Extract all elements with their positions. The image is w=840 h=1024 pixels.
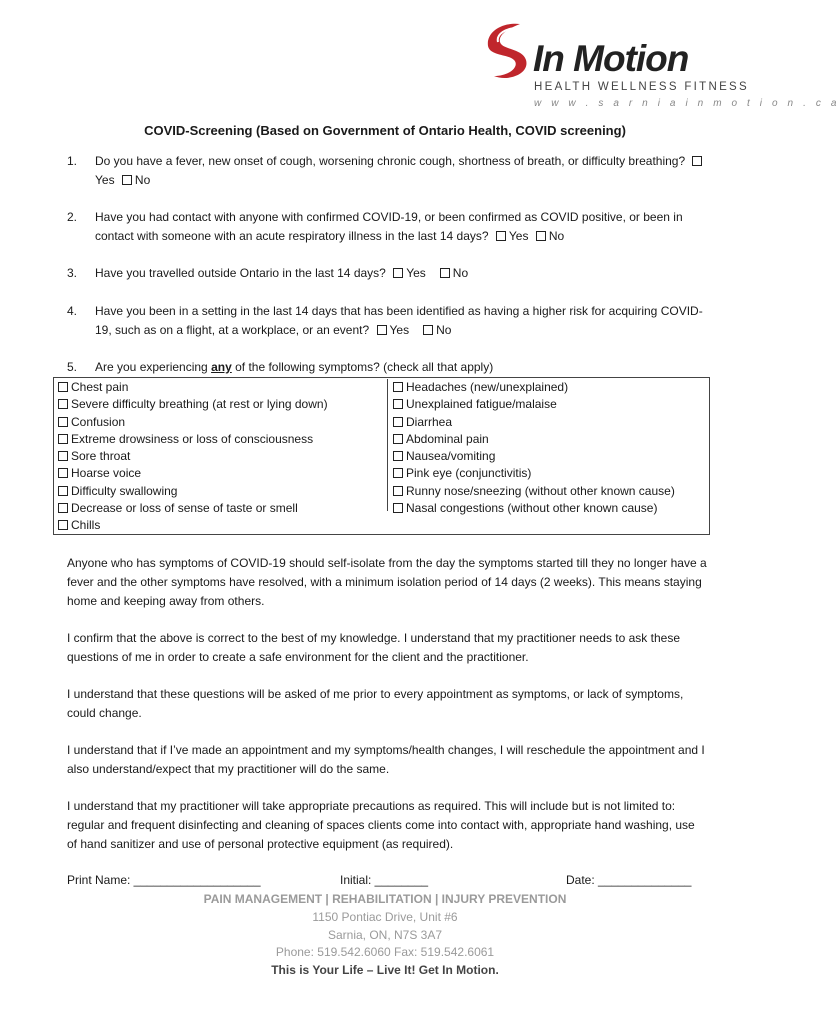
question-number: 3.	[67, 266, 78, 280]
symptom-label: Hoarse voice	[71, 466, 142, 481]
question-text-rest: of the following symptoms? (check all that apply)	[231, 360, 494, 374]
no-label: No	[452, 266, 469, 280]
isolation-paragraph: Anyone who has symptoms of COVID-19 should self-isolate from the day the symptoms started till they no longer have a fever and the other symptoms have resolved, with a minimum isolation period of 14 days (2 weeks). This means staying home and keeping away from others.	[67, 556, 707, 608]
no-checkbox[interactable]	[423, 325, 433, 335]
footer-address-line1: 1150 Pontiac Drive, Unit #6	[312, 910, 458, 924]
symptom-label: Runny nose/sneezing (without other known cause)	[406, 483, 675, 498]
emphasis-any: any	[211, 360, 232, 374]
confirm-paragraph: I confirm that the above is correct to the best of my knowledge. I understand that my practitioner needs to ask these questions of me in order to create a safe environment for the client and the practitioner.	[67, 631, 680, 664]
yes-checkbox[interactable]	[496, 231, 506, 241]
symptom-checkbox[interactable]	[58, 399, 68, 409]
yes-label: Yes	[389, 323, 410, 337]
no-label: No	[548, 229, 565, 243]
symptom-checkbox[interactable]	[58, 520, 68, 530]
symptom-label: Confusion	[71, 414, 126, 429]
symptom-item[interactable]	[393, 483, 709, 500]
symptom-label: Headaches (new/unexplained)	[406, 380, 569, 394]
symptom-checkbox[interactable]	[393, 434, 403, 444]
symptom-item[interactable]	[393, 500, 709, 517]
symptom-label: Chills	[71, 518, 101, 533]
question-text: Have you been in a setting in the last 14 days that has been identified as having a higher risk for acquiring COVID-19, such as on a flight, at a workplace, or an event?	[95, 304, 703, 337]
symptom-item[interactable]	[393, 414, 709, 431]
symptom-label: Severe difficulty breathing (at rest or lying down)	[71, 397, 328, 412]
symptom-checkbox[interactable]	[58, 503, 68, 513]
no-label: No	[134, 173, 151, 187]
company-logo	[478, 20, 840, 112]
logo-tagline: HEALTH WELLNESS FITNESS	[534, 81, 750, 93]
symptom-item[interactable]	[58, 431, 386, 448]
question-5	[67, 358, 707, 377]
symptom-label: Nausea/vomiting	[406, 449, 496, 464]
question-text: Have you travelled outside Ontario in the last 14 days?	[95, 266, 386, 280]
prior-appointment-paragraph: I understand that these questions will be asked of me prior to every appointment as symptoms, or lack of symptoms, could change.	[67, 687, 684, 720]
swoosh-logo-icon	[480, 20, 540, 82]
symptom-checkbox[interactable]	[58, 434, 68, 444]
question-number: 1.	[67, 154, 78, 168]
logo-url: w w w . s a r n i a i n m o t i o n . c a	[534, 98, 840, 109]
no-checkbox[interactable]	[122, 175, 132, 185]
symptom-item[interactable]	[58, 483, 386, 500]
symptom-item[interactable]	[393, 431, 709, 448]
symptom-checkbox[interactable]	[58, 486, 68, 496]
footer-services: PAIN MANAGEMENT | REHABILITATION | INJURY PREVENTION	[203, 892, 567, 906]
yes-checkbox[interactable]	[377, 325, 387, 335]
yes-label: Yes	[406, 266, 426, 280]
no-checkbox[interactable]	[536, 231, 546, 241]
form-title: COVID-Screening (Based on Government of Ontario Health, COVID screening)	[144, 123, 626, 138]
symptom-item[interactable]	[58, 448, 386, 465]
question-1	[67, 152, 707, 190]
symptom-item[interactable]	[58, 414, 386, 431]
symptom-label: Diarrhea	[406, 414, 453, 429]
question-text: Do you have a fever, new onset of cough, worsening chronic cough, shortness of breath, or difficulty breathing?	[95, 154, 686, 168]
symptom-item[interactable]	[58, 465, 386, 482]
symptom-label: Chest pain	[71, 380, 129, 394]
yes-label: Yes	[95, 173, 115, 187]
logo-title: In Motion	[533, 38, 689, 79]
question-3	[67, 264, 707, 283]
symptom-item[interactable]	[393, 465, 709, 482]
symptom-item[interactable]	[393, 379, 709, 396]
footer-phone: Phone: 519.542.6060 Fax: 519.542.6061	[275, 945, 495, 959]
symptom-item[interactable]	[58, 500, 386, 517]
symptom-checkbox[interactable]	[58, 417, 68, 427]
symptom-checkbox[interactable]	[393, 486, 403, 496]
symptoms-left-column	[58, 379, 386, 535]
footer-tagline: This is Your Life – Live It! Get In Motion.	[271, 963, 499, 977]
footer-address-line2: Sarnia, ON, N7S 3A7	[327, 928, 443, 942]
symptom-checkbox[interactable]	[58, 468, 68, 478]
symptom-item[interactable]	[393, 396, 709, 413]
symptom-item[interactable]	[393, 448, 709, 465]
symptom-label: Extreme drowsiness or loss of consciousness	[71, 431, 314, 446]
question-2	[67, 208, 707, 246]
symptoms-table	[53, 377, 710, 535]
date-field[interactable]: Date: ______________	[566, 873, 692, 887]
symptom-checkbox[interactable]	[393, 382, 403, 392]
symptom-checkbox[interactable]	[58, 382, 68, 392]
symptom-checkbox[interactable]	[393, 417, 403, 427]
precautions-paragraph: I understand that my practitioner will take appropriate precautions as required. This will include but is not limited to: regular and frequent disinfecting and cleaning of spaces clients come into contact with, appropriate hand washing, use of hand sanitizer and use of personal protective equipment (as required).	[67, 799, 695, 851]
no-checkbox[interactable]	[440, 268, 450, 278]
symptom-label: Unexplained fatigue/malaise	[406, 397, 557, 412]
yes-checkbox[interactable]	[393, 268, 403, 278]
print-name-field[interactable]: Print Name: ___________________	[67, 873, 261, 887]
question-number: 2.	[67, 210, 78, 224]
symptom-item[interactable]	[58, 517, 386, 534]
symptom-checkbox[interactable]	[58, 451, 68, 461]
initial-field[interactable]: Initial: ________	[340, 873, 429, 887]
question-text: Have you had contact with anyone with confirmed COVID-19, or been confirmed as COVID positive, or been in contact with someone with an acute respiratory illness in the last 14 days?	[95, 210, 683, 243]
symptom-checkbox[interactable]	[393, 468, 403, 478]
yes-label: Yes	[508, 229, 529, 243]
symptom-item[interactable]	[58, 379, 386, 396]
question-number: 5.	[67, 360, 78, 374]
symptom-checkbox[interactable]	[393, 451, 403, 461]
symptoms-right-column	[387, 379, 709, 516]
symptom-item[interactable]	[58, 396, 386, 413]
symptom-label: Difficulty swallowing	[71, 483, 178, 498]
symptom-label: Sore throat	[71, 449, 131, 464]
no-label: No	[436, 323, 452, 337]
symptom-checkbox[interactable]	[393, 399, 403, 409]
question-text: Are you experiencing	[95, 360, 212, 374]
symptom-label: Abdominal pain	[406, 431, 489, 446]
question-number: 4.	[67, 304, 78, 318]
yes-checkbox[interactable]	[692, 156, 702, 166]
question-4	[67, 302, 707, 340]
symptom-label: Decrease or loss of sense of taste or smell	[71, 501, 298, 516]
symptom-label: Pink eye (conjunctivitis)	[406, 466, 532, 481]
reschedule-paragraph: I understand that if I’ve made an appointment and my symptoms/health changes, I will reschedule the appointment and I also understand/expect that my practitioner will do the same.	[67, 743, 705, 776]
symptom-label: Nasal congestions (without other known cause)	[406, 501, 658, 516]
symptom-checkbox[interactable]	[393, 503, 403, 513]
